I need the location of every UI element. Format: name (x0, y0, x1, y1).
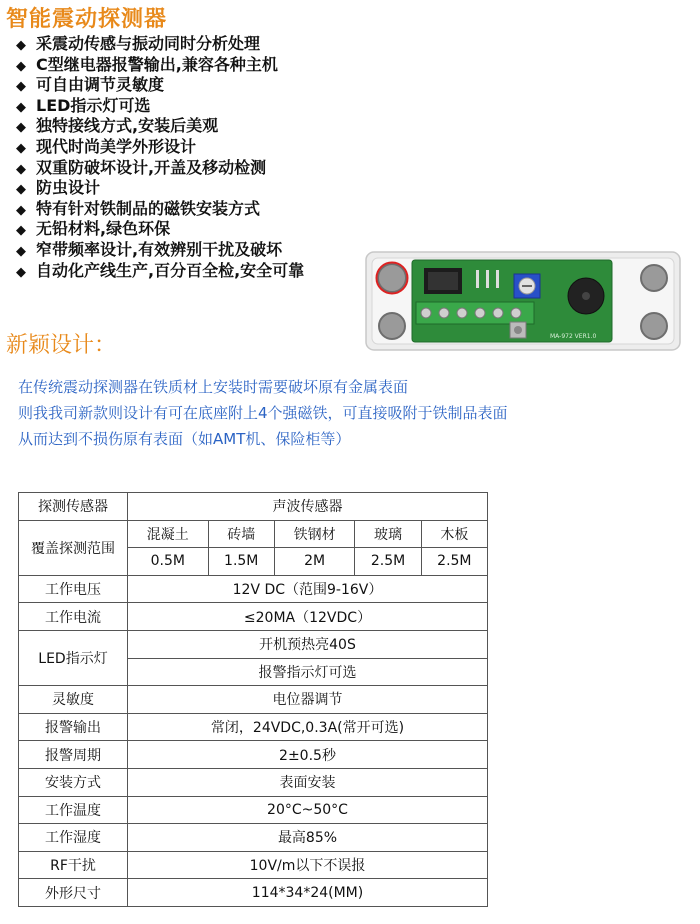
spec-table (18, 492, 488, 907)
diamond-bullet-icon: ◆ (16, 223, 26, 239)
list-item: ◆ 特有针对铁制品的磁铁安装方式 (16, 199, 304, 220)
spec-label: 工作湿度 (19, 824, 128, 852)
material-cell: 砖墙 (208, 520, 274, 548)
pcb-label: MA-972 VER1.0 (550, 333, 597, 340)
spec-label: RF干扰 (19, 851, 128, 879)
spec-value: 电位器调节 (128, 686, 488, 714)
spec-value: 20°C~50°C (128, 796, 488, 824)
diamond-bullet-icon: ◆ (16, 140, 26, 156)
spec-label: 工作电压 (19, 575, 128, 603)
table-row (19, 630, 488, 658)
spec-value: 声波传感器 (128, 493, 488, 521)
table-row (19, 575, 488, 603)
spec-value: 最高85% (128, 824, 488, 852)
diamond-bullet-icon: ◆ (16, 120, 26, 136)
material-cell: 混凝土 (128, 520, 209, 548)
table-row (19, 741, 488, 769)
diamond-bullet-icon: ◆ (16, 182, 26, 198)
diamond-bullet-icon: ◆ (16, 264, 26, 280)
list-item: ◆ 无铅材料,绿色环保 (16, 219, 304, 240)
table-row (19, 603, 488, 631)
table-row (19, 879, 488, 907)
range-cell: 0.5M (128, 548, 209, 576)
page-title: 智能震动探测器 (6, 7, 168, 32)
spec-label: 报警输出 (19, 713, 128, 741)
spec-label: LED指示灯 (19, 630, 128, 685)
material-cell: 木板 (421, 520, 487, 548)
diamond-bullet-icon: ◆ (16, 243, 26, 259)
product-photo (364, 246, 682, 356)
description-line: 则我我司新款则设计有可在底座附上4个强磁铁，可直接吸附于铁制品表面 (18, 404, 508, 422)
spec-label: 覆盖探测范围 (19, 520, 128, 575)
range-cell: 2.5M (421, 548, 487, 576)
list-item: ◆ 现代时尚美学外形设计 (16, 137, 304, 158)
diamond-bullet-icon: ◆ (16, 58, 26, 74)
section-heading: 新颖设计： (6, 333, 117, 358)
list-item: ◆ 自动化产线生产,百分百全检,安全可靠 (16, 261, 304, 282)
table-row (19, 686, 488, 714)
diamond-bullet-icon: ◆ (16, 99, 26, 115)
list-item: ◆ C型继电器报警输出,兼容各种主机 (16, 55, 304, 76)
list-item: ◆ 防虫设计 (16, 178, 304, 199)
list-item: ◆ LED指示灯可选 (16, 96, 304, 117)
range-cell: 1.5M (208, 548, 274, 576)
table-row (19, 824, 488, 852)
spec-label: 外形尺寸 (19, 879, 128, 907)
spec-value: 报警指示灯可选 (128, 658, 488, 686)
diamond-bullet-icon: ◆ (16, 79, 26, 95)
spec-value: 10V/m以下不误报 (128, 851, 488, 879)
spec-label: 探测传感器 (19, 493, 128, 521)
spec-label: 工作电流 (19, 603, 128, 631)
spec-value: ≤20MA（12VDC） (128, 603, 488, 631)
spec-label: 安装方式 (19, 768, 128, 796)
description-line: 在传统震动探测器在铁质材上安装时需要破坏原有金属表面 (18, 378, 409, 396)
table-row (19, 713, 488, 741)
range-cell: 2M (274, 548, 355, 576)
diamond-bullet-icon: ◆ (16, 161, 26, 177)
diamond-bullet-icon: ◆ (16, 202, 26, 218)
table-row (19, 493, 488, 521)
material-cell: 铁钢材 (274, 520, 355, 548)
table-row (19, 851, 488, 879)
feature-list (16, 34, 304, 281)
list-item: ◆ 双重防破坏设计,开盖及移动检测 (16, 158, 304, 179)
range-cell: 2.5M (355, 548, 421, 576)
table-row (19, 520, 488, 548)
spec-value: 常闭，24VDC,0.3A(常开可选) (128, 713, 488, 741)
list-item: ◆ 窄带频率设计,有效辨别干扰及破坏 (16, 240, 304, 261)
spec-value: 114*34*24(MM) (128, 879, 488, 907)
list-item: ◆ 独特接线方式,安装后美观 (16, 116, 304, 137)
diamond-bullet-icon: ◆ (16, 38, 26, 53)
material-cell: 玻璃 (355, 520, 421, 548)
spec-value: 2±0.5秒 (128, 741, 488, 769)
table-row (19, 768, 488, 796)
spec-label: 报警周期 (19, 741, 128, 769)
list-item: ◆ 可自由调节灵敏度 (16, 75, 304, 96)
spec-value: 开机预热亮40S (128, 630, 488, 658)
spec-label: 工作温度 (19, 796, 128, 824)
spec-label: 灵敏度 (19, 686, 128, 714)
spec-value: 表面安装 (128, 768, 488, 796)
description-block (18, 374, 508, 452)
list-item: ◆ 采震动传感与振动同时分析处理 (16, 34, 304, 55)
table-row (19, 796, 488, 824)
description-line: 从而达到不损伤原有表面（如AMT机、保险柜等） (18, 430, 351, 448)
spec-value: 12V DC（范围9-16V） (128, 575, 488, 603)
